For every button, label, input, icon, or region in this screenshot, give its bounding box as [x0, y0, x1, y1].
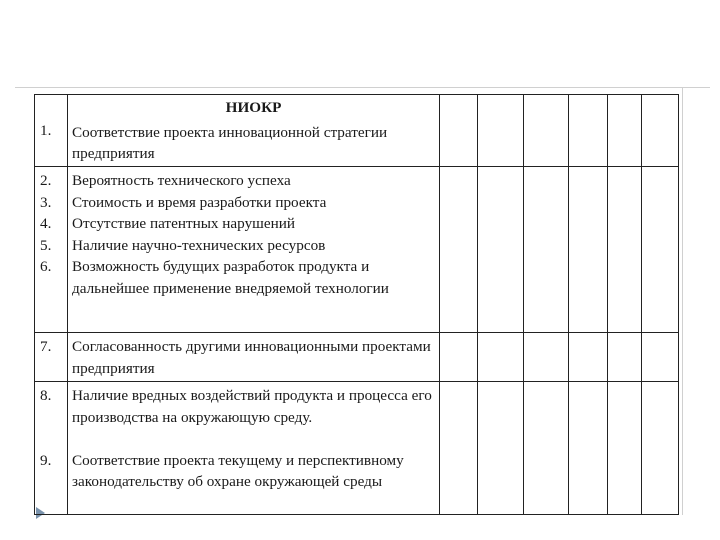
score-cell [478, 382, 524, 515]
score-cell [608, 333, 642, 382]
row-number: 9. [40, 451, 52, 469]
criterion-text: Соответствие проекта текущему и перспективному законодательству об охране окружающей среды [72, 451, 404, 490]
score-cell [608, 382, 642, 515]
table-header-title: НИОКР [225, 99, 282, 116]
slide-frame-top [15, 87, 710, 88]
criterion-text: Наличие научно-технических ресурсов [72, 236, 326, 254]
criterion-cell [68, 167, 440, 333]
score-cell [478, 333, 524, 382]
row-number: 4. [40, 215, 52, 232]
row-number: 7. [40, 338, 52, 355]
score-cell [440, 333, 478, 382]
row-number-cell [35, 95, 68, 167]
row-number: 3. [40, 193, 52, 211]
score-cell [440, 167, 478, 333]
row-number-cell [35, 333, 68, 382]
score-cell [569, 382, 608, 515]
score-cell [569, 167, 608, 333]
score-cell [440, 382, 478, 515]
score-cell [642, 333, 679, 382]
score-cell [524, 95, 569, 167]
row-number-cell [35, 382, 68, 515]
criterion-text: Наличие вредных воздействий продукта и процесса его производства на окружающую среду. [72, 387, 432, 426]
score-cell [524, 333, 569, 382]
criterion-text: Вероятность технического успеха [72, 172, 291, 189]
row-number: 8. [40, 387, 52, 404]
score-cell [608, 167, 642, 333]
row-number: 1. [40, 121, 52, 139]
score-cell [524, 167, 569, 333]
row-number: 6. [40, 258, 52, 275]
table-row [35, 167, 679, 333]
score-cell [642, 167, 679, 333]
criterion-text: Отсутствие патентных нарушений [72, 215, 295, 232]
criterion-text: Возможность будущих разработок продукта и дальнейшее применение внедряемой технологии [72, 258, 389, 297]
score-cell [608, 95, 642, 167]
slide-frame-right [682, 87, 683, 515]
criterion-text: Согласованность другими инновационными проектами предприятия [72, 338, 431, 377]
criterion-text: Стоимость и время разработки проекта [72, 193, 327, 211]
criterion-cell [68, 382, 440, 515]
table-row [35, 382, 679, 515]
score-cell [524, 382, 569, 515]
score-cell [569, 95, 608, 167]
score-cell [440, 95, 478, 167]
score-cell [478, 167, 524, 333]
row-number: 5. [40, 236, 52, 254]
criteria-table [34, 94, 679, 515]
score-cell [642, 382, 679, 515]
row-number-cell [35, 167, 68, 333]
criterion-cell [68, 95, 440, 167]
criterion-cell [68, 333, 440, 382]
score-cell [642, 95, 679, 167]
score-cell [478, 95, 524, 167]
table-row [35, 95, 679, 167]
criterion-text: Соответствие проекта инновационной стратегии предприятия [72, 123, 388, 162]
score-cell [569, 333, 608, 382]
row-number: 2. [40, 172, 52, 189]
table-row [35, 333, 679, 382]
